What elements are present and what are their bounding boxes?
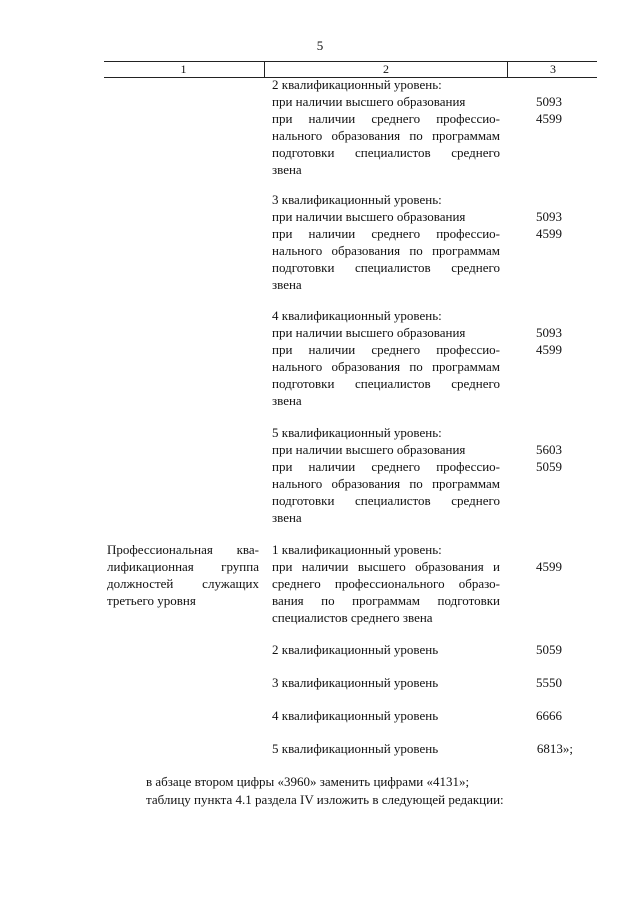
salary-value: 4599 bbox=[536, 111, 562, 126]
salary-value: 5550 bbox=[536, 675, 562, 690]
secondary-education-line: нального образования по программам bbox=[272, 128, 500, 143]
level-title: 5 квалификационный уровень: bbox=[272, 425, 442, 440]
salary-value: 4599 bbox=[536, 342, 562, 357]
salary-value: 5093 bbox=[536, 94, 562, 109]
secondary-education-line: при наличии среднего профессио- bbox=[272, 342, 500, 357]
salary-value: 4599 bbox=[536, 559, 562, 574]
secondary-education-line: звена bbox=[272, 162, 302, 177]
amendment-paragraph: таблицу пункта 4.1 раздела IV изложить в следующей редакции: bbox=[146, 792, 504, 807]
qualification-group-2 bbox=[272, 76, 500, 178]
professional-group-title bbox=[107, 541, 259, 609]
page-number: 5 bbox=[316, 38, 324, 53]
secondary-education-line: при наличии среднего профессио- bbox=[272, 459, 500, 474]
qualification-group-4 bbox=[272, 307, 500, 409]
secondary-education-line: при наличии среднего профессио- bbox=[272, 226, 500, 241]
salary-value: 5093 bbox=[536, 325, 562, 340]
higher-education-line: при наличии высшего образования bbox=[272, 442, 466, 457]
secondary-education-line: подготовки специалистов среднего bbox=[272, 145, 500, 160]
secondary-education-line: нального образования по программам bbox=[272, 243, 500, 258]
level-title: 2 квалификационный уровень: bbox=[272, 77, 442, 92]
secondary-education-line: нального образования по программам bbox=[272, 359, 500, 374]
salary-value: 5093 bbox=[536, 209, 562, 224]
secondary-education-line: звена bbox=[272, 393, 302, 408]
level-title: 1 квалификационный уровень: bbox=[272, 542, 442, 557]
education-requirement-line: специалистов среднего звена bbox=[272, 610, 433, 625]
higher-education-line: при наличии высшего образования bbox=[272, 209, 466, 224]
secondary-education-line: звена bbox=[272, 510, 302, 525]
secondary-education-line: подготовки специалистов среднего bbox=[272, 376, 500, 391]
education-requirement-line: при наличии высшего образования и bbox=[272, 559, 500, 574]
higher-education-line: при наличии высшего образования bbox=[272, 94, 466, 109]
level-row-label: 5 квалификационный уровень bbox=[272, 741, 439, 756]
salary-value: 6666 bbox=[536, 708, 562, 723]
level-row-label: 4 квалификационный уровень bbox=[272, 708, 439, 723]
salary-value: 6813»; bbox=[536, 741, 573, 756]
category-line: Профессиональная ква- bbox=[107, 542, 259, 557]
salary-value: 5603 bbox=[536, 442, 562, 457]
qualification-group-3 bbox=[272, 191, 500, 293]
column-header-1: 1 bbox=[180, 62, 187, 76]
salary-value: 5059 bbox=[536, 459, 562, 474]
salary-value: 5059 bbox=[536, 642, 562, 657]
education-requirement-line: вания по программам подготовки bbox=[272, 593, 500, 608]
column-header-3: 3 bbox=[507, 62, 598, 77]
qualification-group-1 bbox=[272, 541, 500, 626]
qualification-group-5 bbox=[272, 424, 500, 526]
secondary-education-line: подготовки специалистов среднего bbox=[272, 493, 500, 508]
secondary-education-line: при наличии среднего профессио- bbox=[272, 111, 500, 126]
category-line: третьего уровня bbox=[107, 593, 196, 608]
level-row-label: 3 квалификационный уровень bbox=[272, 675, 439, 690]
level-title: 4 квалификационный уровень: bbox=[272, 308, 442, 323]
higher-education-line: при наличии высшего образования bbox=[272, 325, 466, 340]
level-row-label: 2 квалификационный уровень bbox=[272, 642, 439, 657]
level-title: 3 квалификационный уровень: bbox=[272, 192, 442, 207]
salary-value: 4599 bbox=[536, 226, 562, 241]
secondary-education-line: звена bbox=[272, 277, 302, 292]
column-header-2: 2 bbox=[264, 62, 507, 77]
category-line: должностей служащих bbox=[107, 576, 259, 591]
secondary-education-line: подготовки специалистов среднего bbox=[272, 260, 500, 275]
amendment-paragraph: в абзаце втором цифры «3960» заменить цифрами «4131»; bbox=[146, 774, 470, 789]
education-requirement-line: среднего профессионального образо- bbox=[272, 576, 500, 591]
category-line: лификационная группа bbox=[107, 559, 259, 574]
secondary-education-line: нального образования по программам bbox=[272, 476, 500, 491]
